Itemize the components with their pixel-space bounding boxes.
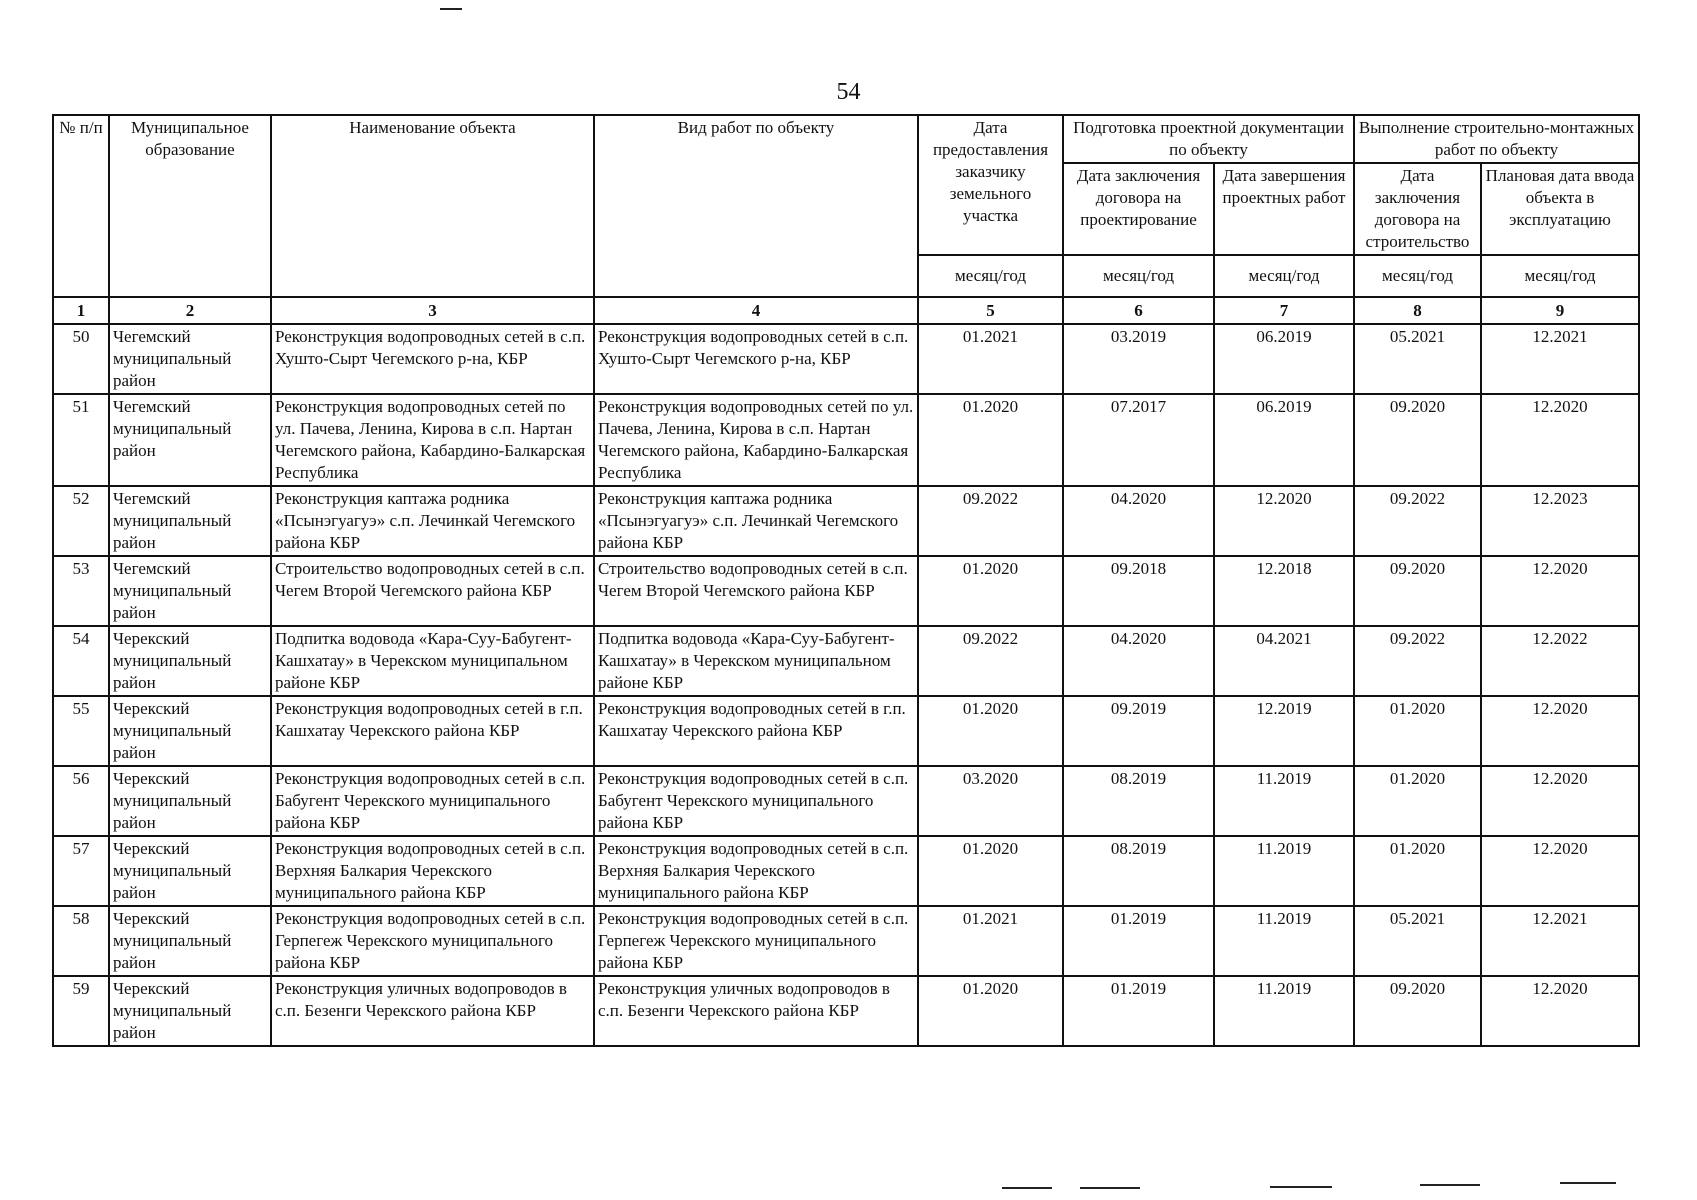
commissioning-date-cell: 12.2021 [1481, 906, 1639, 976]
row-number: 56 [53, 766, 109, 836]
column-number: 8 [1354, 297, 1481, 324]
object-name-cell: Реконструкция водопроводных сетей в с.п. Хушто-Сырт Чегемского р-на, КБР [271, 324, 594, 394]
page-number: 54 [836, 79, 861, 105]
municipality-cell: Черекский муниципальный район [109, 976, 271, 1046]
design-contract-date-cell: 04.2020 [1063, 486, 1214, 556]
object-name-cell: Реконструкция водопроводных сетей в г.п. Кашхатау Черекского района КБР [271, 696, 594, 766]
land-date-cell: 01.2020 [918, 976, 1063, 1046]
municipality-cell: Черекский муниципальный район [109, 766, 271, 836]
commissioning-date-cell: 12.2021 [1481, 324, 1639, 394]
row-number: 52 [53, 486, 109, 556]
design-contract-date-cell: 04.2020 [1063, 626, 1214, 696]
land-date-cell: 01.2021 [918, 906, 1063, 976]
commissioning-date-cell: 12.2020 [1481, 976, 1639, 1046]
column-number: 4 [594, 297, 918, 324]
land-date-cell: 03.2020 [918, 766, 1063, 836]
design-finish-date-cell: 06.2019 [1214, 324, 1354, 394]
commissioning-date-cell: 12.2020 [1481, 394, 1639, 486]
land-date-cell: 01.2020 [918, 836, 1063, 906]
object-name-cell: Строительство водопроводных сетей в с.п. Чегем Второй Чегемского района КБР [271, 556, 594, 626]
work-type-cell: Реконструкция уличных водопроводов в с.п. Безенги Черекского района КБР [594, 976, 918, 1046]
construction-contract-date-cell: 09.2020 [1354, 976, 1481, 1046]
municipality-cell: Черекский муниципальный район [109, 696, 271, 766]
header-group-construction: Выполнение строительно-монтажных работ по объекту [1354, 115, 1639, 163]
commissioning-date-cell: 12.2023 [1481, 486, 1639, 556]
land-date-cell: 01.2020 [918, 556, 1063, 626]
land-date-cell: 01.2021 [918, 324, 1063, 394]
work-type-cell: Строительство водопроводных сетей в с.п. Чегем Второй Чегемского района КБР [594, 556, 918, 626]
construction-contract-date-cell: 01.2020 [1354, 836, 1481, 906]
table-row [53, 486, 1639, 556]
table-row [53, 626, 1639, 696]
work-type-cell: Реконструкция водопроводных сетей в с.п. Бабугент Черекского муниципального района КБР [594, 766, 918, 836]
design-contract-date-cell: 09.2019 [1063, 696, 1214, 766]
table-row [53, 556, 1639, 626]
design-finish-date-cell: 11.2019 [1214, 906, 1354, 976]
unit-label: месяц/год [1214, 255, 1354, 297]
commissioning-date-cell: 12.2020 [1481, 556, 1639, 626]
commissioning-date-cell: 12.2022 [1481, 626, 1639, 696]
design-finish-date-cell: 12.2019 [1214, 696, 1354, 766]
column-number: 2 [109, 297, 271, 324]
column-number-row [53, 297, 1639, 324]
work-type-cell: Реконструкция водопроводных сетей в с.п. Верхняя Балкария Черекского муниципального района КБР [594, 836, 918, 906]
commissioning-date-cell: 12.2020 [1481, 836, 1639, 906]
work-type-cell: Реконструкция водопроводных сетей в с.п. Хушто-Сырт Чегемского р-на, КБР [594, 324, 918, 394]
municipality-cell: Черекский муниципальный район [109, 836, 271, 906]
header-design-contract: Дата заключения договора на проектирование [1063, 163, 1214, 255]
row-number: 50 [53, 324, 109, 394]
scan-mark [1002, 1187, 1052, 1189]
construction-contract-date-cell: 01.2020 [1354, 766, 1481, 836]
row-number: 53 [53, 556, 109, 626]
table-row [53, 836, 1639, 906]
design-finish-date-cell: 11.2019 [1214, 976, 1354, 1046]
header-design-finish: Дата завершения проектных работ [1214, 163, 1354, 255]
scan-mark [1560, 1182, 1616, 1184]
column-number: 9 [1481, 297, 1639, 324]
unit-label: месяц/год [1063, 255, 1214, 297]
header-object: Наименование объекта [271, 115, 594, 297]
municipality-cell: Чегемский муниципальный район [109, 556, 271, 626]
construction-contract-date-cell: 09.2022 [1354, 486, 1481, 556]
scan-mark [1270, 1186, 1332, 1188]
scan-mark [1420, 1184, 1480, 1186]
unit-label: месяц/год [918, 255, 1063, 297]
design-contract-date-cell: 08.2019 [1063, 766, 1214, 836]
object-name-cell: Реконструкция уличных водопроводов в с.п. Безенги Черекского района КБР [271, 976, 594, 1046]
column-number: 1 [53, 297, 109, 324]
work-type-cell: Реконструкция водопроводных сетей по ул. Пачева, Ленина, Кирова в с.п. Нартан Чегемского района, Кабардино-Балкарская Республика [594, 394, 918, 486]
municipality-cell: Черекский муниципальный район [109, 906, 271, 976]
column-number: 7 [1214, 297, 1354, 324]
scan-mark [1080, 1187, 1140, 1189]
object-name-cell: Подпитка водовода «Кара-Суу-Бабугент-Кашхатау» в Черекском муниципальном районе КБР [271, 626, 594, 696]
construction-contract-date-cell: 01.2020 [1354, 696, 1481, 766]
work-type-cell: Подпитка водовода «Кара-Суу-Бабугент-Кашхатау» в Черекском муниципальном районе КБР [594, 626, 918, 696]
construction-contract-date-cell: 05.2021 [1354, 906, 1481, 976]
row-number: 58 [53, 906, 109, 976]
unit-label: месяц/год [1481, 255, 1639, 297]
land-date-cell: 01.2020 [918, 696, 1063, 766]
design-finish-date-cell: 12.2020 [1214, 486, 1354, 556]
design-contract-date-cell: 08.2019 [1063, 836, 1214, 906]
row-number: 51 [53, 394, 109, 486]
work-type-cell: Реконструкция водопроводных сетей в г.п. Кашхатау Черекского района КБР [594, 696, 918, 766]
row-number: 55 [53, 696, 109, 766]
table-header [53, 115, 1639, 324]
header-no: № п/п [53, 115, 109, 297]
land-date-cell: 01.2020 [918, 394, 1063, 486]
row-number: 59 [53, 976, 109, 1046]
work-type-cell: Реконструкция каптажа родника «Псынэгуагуэ» с.п. Лечинкай Чегемского района КБР [594, 486, 918, 556]
object-name-cell: Реконструкция водопроводных сетей по ул. Пачева, Ленина, Кирова в с.п. Нартан Чегемского района, Кабардино-Балкарская Республика [271, 394, 594, 486]
construction-contract-date-cell: 09.2020 [1354, 556, 1481, 626]
commissioning-date-cell: 12.2020 [1481, 766, 1639, 836]
design-finish-date-cell: 04.2021 [1214, 626, 1354, 696]
land-date-cell: 09.2022 [918, 486, 1063, 556]
column-number: 6 [1063, 297, 1214, 324]
design-contract-date-cell: 03.2019 [1063, 324, 1214, 394]
object-schedule-table [52, 114, 1640, 1047]
construction-contract-date-cell: 09.2022 [1354, 626, 1481, 696]
column-number: 5 [918, 297, 1063, 324]
design-finish-date-cell: 11.2019 [1214, 766, 1354, 836]
header-land-date: Дата предоставления заказчику земельного участка [918, 115, 1063, 255]
design-finish-date-cell: 12.2018 [1214, 556, 1354, 626]
construction-contract-date-cell: 09.2020 [1354, 394, 1481, 486]
municipality-cell: Чегемский муниципальный район [109, 324, 271, 394]
construction-contract-date-cell: 05.2021 [1354, 324, 1481, 394]
municipality-cell: Чегемский муниципальный район [109, 394, 271, 486]
scan-mark [440, 8, 462, 10]
row-number: 54 [53, 626, 109, 696]
design-contract-date-cell: 09.2018 [1063, 556, 1214, 626]
municipality-cell: Чегемский муниципальный район [109, 486, 271, 556]
header-municipality: Муниципальное образование [109, 115, 271, 297]
object-name-cell: Реконструкция каптажа родника «Псынэгуагуэ» с.п. Лечинкай Чегемского района КБР [271, 486, 594, 556]
work-type-cell: Реконструкция водопроводных сетей в с.п. Герпегеж Черекского муниципального района КБР [594, 906, 918, 976]
header-work-type: Вид работ по объекту [594, 115, 918, 297]
table-row [53, 324, 1639, 394]
object-name-cell: Реконструкция водопроводных сетей в с.п. Бабугент Черекского муниципального района КБР [271, 766, 594, 836]
table-row [53, 766, 1639, 836]
table-body [53, 324, 1639, 1046]
land-date-cell: 09.2022 [918, 626, 1063, 696]
design-finish-date-cell: 06.2019 [1214, 394, 1354, 486]
object-name-cell: Реконструкция водопроводных сетей в с.п. Верхняя Балкария Черекского муниципального района КБР [271, 836, 594, 906]
header-commissioning: Плановая дата ввода объекта в эксплуатацию [1481, 163, 1639, 255]
municipality-cell: Черекский муниципальный район [109, 626, 271, 696]
table-row [53, 394, 1639, 486]
row-number: 57 [53, 836, 109, 906]
table-row [53, 906, 1639, 976]
table-row [53, 976, 1639, 1046]
unit-label: месяц/год [1354, 255, 1481, 297]
design-contract-date-cell: 01.2019 [1063, 976, 1214, 1046]
object-name-cell: Реконструкция водопроводных сетей в с.п. Герпегеж Черекского муниципального района КБР [271, 906, 594, 976]
commissioning-date-cell: 12.2020 [1481, 696, 1639, 766]
design-contract-date-cell: 07.2017 [1063, 394, 1214, 486]
design-finish-date-cell: 11.2019 [1214, 836, 1354, 906]
column-number: 3 [271, 297, 594, 324]
header-group-design: Подготовка проектной документации по объекту [1063, 115, 1354, 163]
design-contract-date-cell: 01.2019 [1063, 906, 1214, 976]
table-row [53, 696, 1639, 766]
header-construction-contract: Дата заключения договора на строительство [1354, 163, 1481, 255]
